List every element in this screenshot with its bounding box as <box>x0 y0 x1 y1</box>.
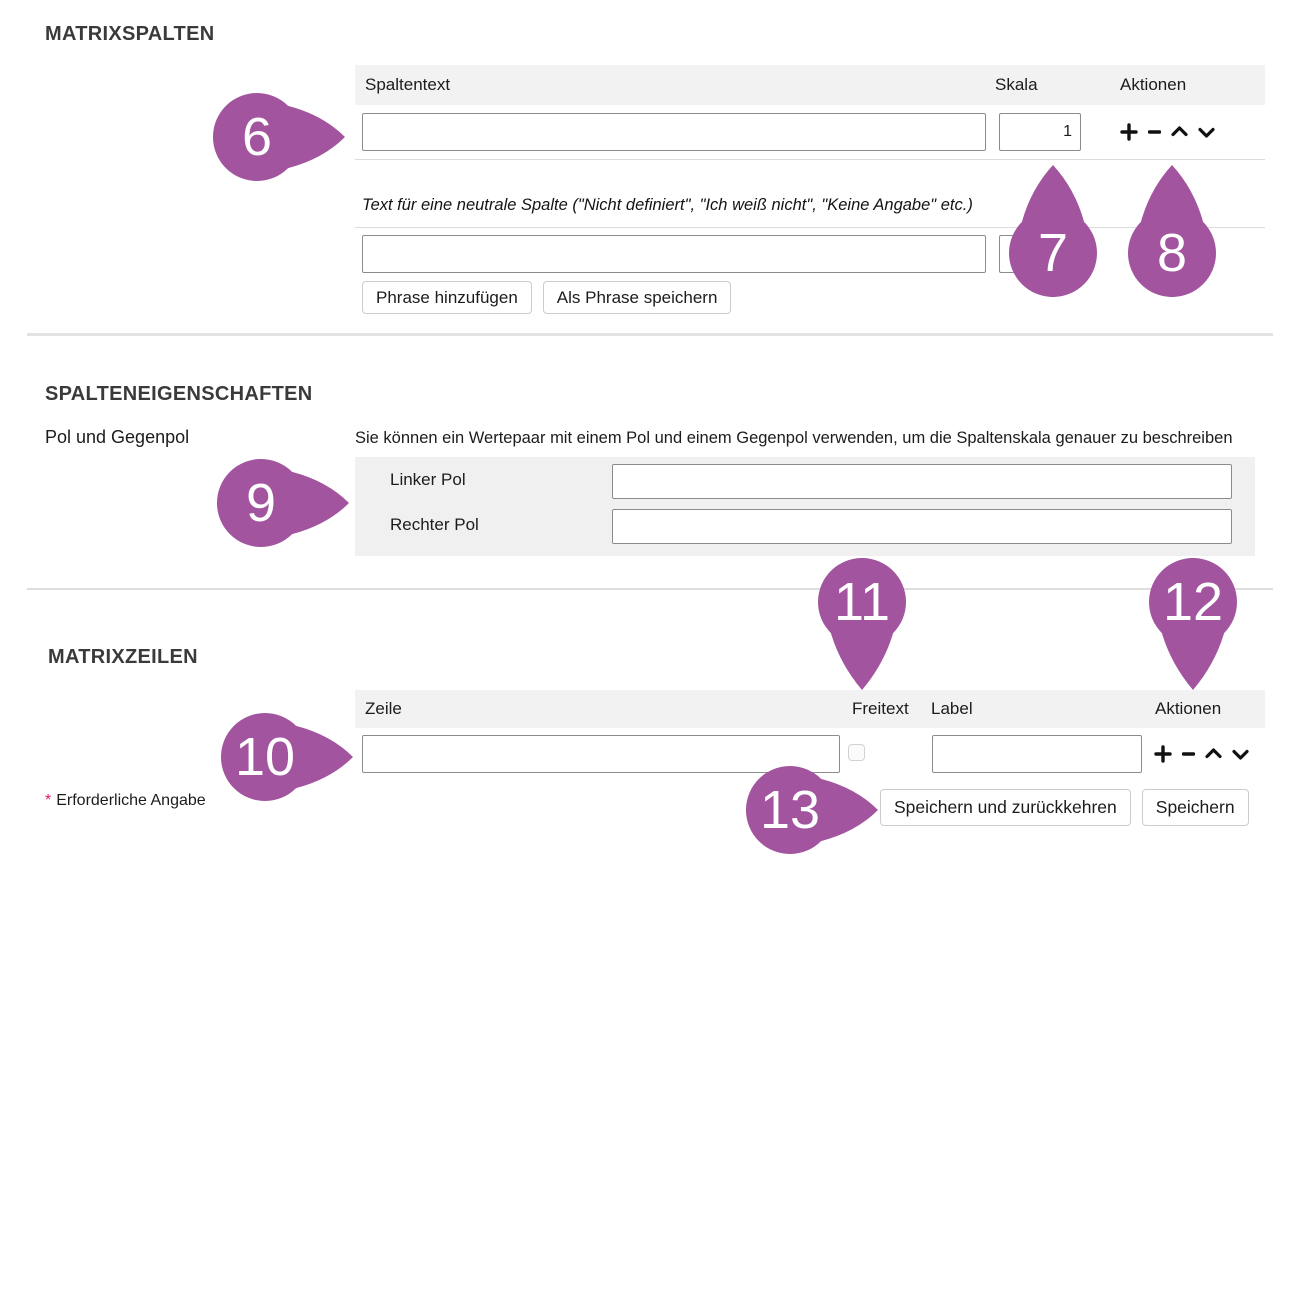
minus-icon <box>1182 745 1195 763</box>
chevron-up-icon <box>1205 745 1222 763</box>
required-note-text: Erforderliche Angabe <box>56 792 206 809</box>
neutral-spaltentext-input[interactable] <box>362 235 986 273</box>
matrixspalten-table-header <box>355 65 1265 105</box>
heading-matrixzeilen: MATRIXZEILEN <box>48 646 198 668</box>
freitext-checkbox[interactable] <box>848 744 865 761</box>
speichern-und-zurueckkehren-button[interactable]: Speichern und zurückkehren <box>880 789 1131 826</box>
marker-7 <box>1005 155 1101 297</box>
column-header-skala: Skala <box>995 75 1038 94</box>
marker-number: 13 <box>759 780 821 840</box>
column-header-aktionen: Aktionen <box>1155 699 1222 718</box>
remove-column-button[interactable] <box>1148 123 1161 141</box>
move-up-button[interactable] <box>1205 745 1222 763</box>
required-note <box>45 792 206 810</box>
als-phrase-speichern-button[interactable]: Als Phrase speichern <box>543 281 732 314</box>
marker-number: 12 <box>1162 572 1224 632</box>
chevron-down-icon <box>1232 745 1249 763</box>
marker-11 <box>814 558 910 700</box>
skala-input[interactable] <box>999 113 1081 151</box>
column-header-spaltentext: Spaltentext <box>365 75 451 94</box>
add-column-button[interactable] <box>1120 123 1138 141</box>
marker-9 <box>215 455 355 551</box>
marker-number: 8 <box>1156 223 1188 283</box>
matrixzeilen-table-header <box>355 690 1265 728</box>
heading-matrixspalten: MATRIXSPALTEN <box>45 23 215 45</box>
column-header-zeile: Zeile <box>365 699 402 718</box>
linker-pol-input[interactable] <box>612 464 1232 499</box>
marker-number: 9 <box>245 473 277 533</box>
column-header-freitext: Freitext <box>852 699 909 718</box>
pol-und-gegenpol-label: Pol und Gegenpol <box>45 427 190 447</box>
chevron-down-icon <box>1198 123 1215 141</box>
marker-10 <box>219 709 359 805</box>
marker-number: 7 <box>1037 223 1069 283</box>
neutral-column-label: Text für eine neutrale Spalte ("Nicht definiert", "Ich weiß nicht", "Keine Angabe" etc.) <box>362 196 973 214</box>
marker-13 <box>744 762 884 858</box>
rechter-pol-input[interactable] <box>612 509 1232 544</box>
marker-number: 6 <box>241 107 273 167</box>
plus-icon <box>1120 123 1138 141</box>
spaltentext-input[interactable] <box>362 113 986 151</box>
row-actions <box>1154 745 1249 763</box>
column-header-label: Label <box>931 699 973 718</box>
required-asterisk: * <box>45 792 52 809</box>
rechter-pol-label: Rechter Pol <box>390 515 479 534</box>
marker-6 <box>211 89 351 185</box>
pol-description: Sie können ein Wertepaar mit einem Pol und einem Gegenpol verwenden, um die Spaltenskala genauer zu beschreiben <box>355 429 1233 447</box>
linker-pol-label: Linker Pol <box>390 470 466 489</box>
speichern-button[interactable]: Speichern <box>1142 789 1249 826</box>
move-down-button[interactable] <box>1198 123 1215 141</box>
marker-number: 10 <box>234 727 296 787</box>
phrase-hinzufuegen-button[interactable]: Phrase hinzufügen <box>362 281 532 314</box>
row-actions <box>1120 123 1215 141</box>
section-divider <box>27 588 1273 590</box>
plus-icon <box>1154 745 1172 763</box>
move-up-button[interactable] <box>1171 123 1188 141</box>
label-input[interactable] <box>932 735 1142 773</box>
marker-number: 11 <box>833 572 891 632</box>
chevron-up-icon <box>1171 123 1188 141</box>
marker-12 <box>1145 558 1241 700</box>
move-down-button[interactable] <box>1232 745 1249 763</box>
column-header-aktionen: Aktionen <box>1120 75 1187 94</box>
add-row-button[interactable] <box>1154 745 1172 763</box>
remove-row-button[interactable] <box>1182 745 1195 763</box>
minus-icon <box>1148 123 1161 141</box>
section-divider <box>27 333 1273 336</box>
heading-spalteneigenschaften: SPALTENEIGENSCHAFTEN <box>45 383 313 405</box>
marker-8 <box>1124 155 1220 297</box>
